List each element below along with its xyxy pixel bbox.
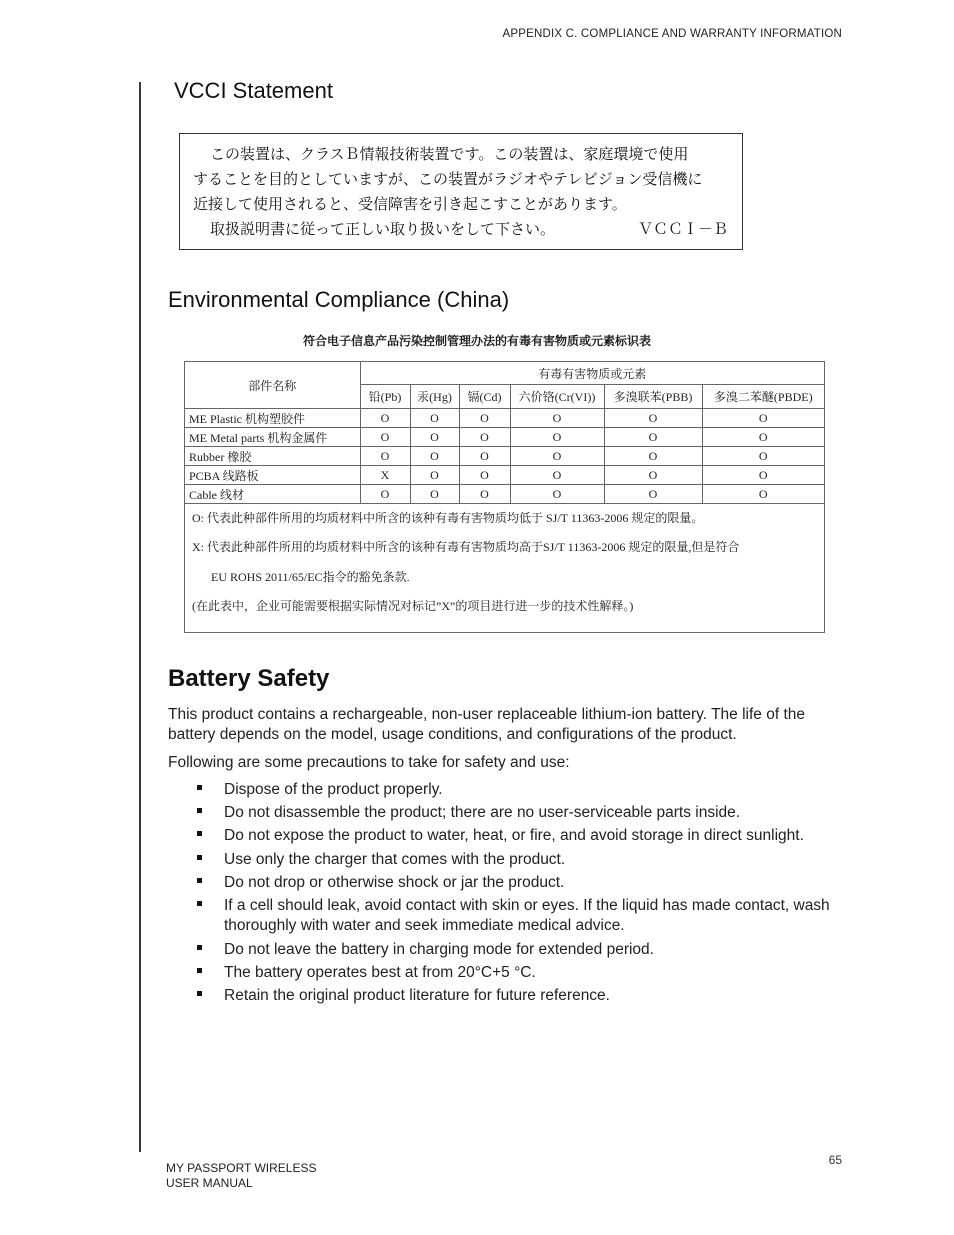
part-name-cell: PCBA 线路板 xyxy=(185,466,360,485)
substance-value-cell: O xyxy=(702,409,824,428)
list-item xyxy=(196,896,846,937)
substance-value-cell: O xyxy=(510,485,604,504)
list-item xyxy=(196,803,846,824)
vcci-line: することを目的としていますが、この装置がラジオやテレビジョン受信機に xyxy=(193,170,703,188)
table-row xyxy=(185,409,824,428)
substance-value-cell: O xyxy=(410,428,459,447)
list-item-text: Dispose of the product properly. xyxy=(224,781,443,798)
rohs-table-title: 符合电子信息产品污染控制管理办法的有毒有害物质或元素标识表 xyxy=(302,334,651,348)
battery-heading: Battery Safety xyxy=(168,665,330,692)
bullet-square-icon xyxy=(197,785,202,790)
vcci-statement-box xyxy=(179,133,743,250)
bullet-square-icon xyxy=(197,901,202,906)
substance-header: 多溴二苯醚(PBDE) xyxy=(702,385,824,409)
part-name-cell: Rubber 橡胶 xyxy=(185,447,360,466)
note-x: X: 代表此种部件所用的均质材料中所含的该种有毒有害物质均高于SJ/T 11363-2006 规定的限量,但是符合 xyxy=(192,540,740,554)
substance-value-cell: O xyxy=(360,447,410,466)
list-item-text: Do not disassemble the product; there are no user-serviceable parts inside. xyxy=(224,804,741,822)
substance-value-cell: O xyxy=(410,485,459,504)
substance-value-cell: O xyxy=(510,447,604,466)
margin-rule xyxy=(139,82,141,1152)
substance-value-cell: O xyxy=(702,485,824,504)
substance-value-cell: O xyxy=(702,466,824,485)
substance-header: 六价铬(Cr(VI)) xyxy=(510,385,604,409)
substance-value-cell: O xyxy=(459,409,510,428)
vcci-line: 近接して使用されると、受信障害を引き起こすことがあります。 xyxy=(193,195,627,213)
vcci-heading: VCCI Statement xyxy=(174,78,333,103)
part-name-cell: ME Plastic 机构塑胶件 xyxy=(185,409,360,428)
list-item-text: Do not expose the product to water, heat, or fire, and avoid storage in direct sunlight. xyxy=(224,827,804,845)
footer-title xyxy=(166,1161,317,1191)
bullet-square-icon xyxy=(197,831,202,836)
footer-line: USER MANUAL xyxy=(166,1176,253,1190)
list-item xyxy=(196,850,846,871)
vcci-mark: ＶＣＣＩ－Ｂ xyxy=(637,220,728,238)
substance-value-cell: O xyxy=(410,447,459,466)
page-number: 65 xyxy=(828,1153,842,1167)
list-item xyxy=(196,986,846,1007)
vcci-line xyxy=(193,217,732,242)
bullet-square-icon xyxy=(197,991,202,996)
substance-value-cell: O xyxy=(360,485,410,504)
substance-header: 镉(Cd) xyxy=(459,385,510,409)
substance-value-cell: O xyxy=(604,447,702,466)
note-paren: (在此表中，企业可能需要根据实际情况对标记”X”的项目进行进一步的技术性解释。) xyxy=(192,599,634,613)
substance-header: 多溴联苯(PBB) xyxy=(604,385,702,409)
vcci-line-text: 取扱説明書に従って正しい取り扱いをして下さい。 xyxy=(210,220,556,238)
substance-value-cell: O xyxy=(604,485,702,504)
precaution-list xyxy=(196,780,846,1009)
table-row xyxy=(185,466,824,485)
substance-value-cell: X xyxy=(360,466,410,485)
list-item-text: Use only the charger that comes with the product. xyxy=(224,850,566,868)
rohs-table-frame xyxy=(184,361,825,633)
list-item-text: If a cell should leak, avoid contact with skin or eyes. If the liquid has made contact, wash thoroughly with water and seek immediate medical advice. xyxy=(224,896,830,935)
bullet-square-icon xyxy=(197,878,202,883)
substance-value-cell: O xyxy=(410,409,459,428)
bullet-square-icon xyxy=(197,945,202,950)
running-header: APPENDIX C. COMPLIANCE AND WARRANTY INFORMATION xyxy=(502,28,842,40)
substance-value-cell: O xyxy=(459,428,510,447)
col-part-header: 部件名称 xyxy=(185,362,360,409)
list-item-text: Retain the original product literature for future reference. xyxy=(224,987,610,1004)
list-item-text: The battery operates best at from 20°C+5 °C. xyxy=(224,963,536,981)
part-name-cell: Cable 线材 xyxy=(185,485,360,504)
list-item xyxy=(196,780,846,801)
list-item xyxy=(196,826,846,847)
substance-value-cell: O xyxy=(459,447,510,466)
environmental-heading: Environmental Compliance (China) xyxy=(168,287,510,312)
list-item-text: Do not drop or otherwise shock or jar the product. xyxy=(224,873,565,891)
note-eu: EU ROHS 2011/65/EC指令的豁免条款. xyxy=(211,570,410,584)
list-item xyxy=(196,963,846,984)
table-row xyxy=(185,447,824,466)
battery-intro: This product contains a rechargeable, non-user replaceable lithium-ion battery. The life of the battery depends on the model, usage conditions, and configurations of the product. xyxy=(168,706,806,743)
substance-header: 汞(Hg) xyxy=(410,385,459,409)
table-row xyxy=(185,485,824,504)
bullet-square-icon xyxy=(197,968,202,973)
substance-header: 铅(Pb) xyxy=(360,385,410,409)
substance-value-cell: O xyxy=(604,409,702,428)
rohs-table xyxy=(185,362,824,504)
list-item xyxy=(196,873,846,894)
substance-value-cell: O xyxy=(360,409,410,428)
bullet-square-icon xyxy=(197,808,202,813)
substance-value-cell: O xyxy=(702,428,824,447)
substance-value-cell: O xyxy=(604,428,702,447)
bullet-square-icon xyxy=(197,855,202,860)
note-o: O: 代表此种部件所用的均质材料中所含的该种有毒有害物质均低于 SJ/T 11363-2006 规定的限量。 xyxy=(192,511,704,525)
list-item-text: Do not leave the battery in charging mode for extended period. xyxy=(224,940,654,958)
substance-value-cell: O xyxy=(459,485,510,504)
substance-value-cell: O xyxy=(360,428,410,447)
footer-line: MY PASSPORT WIRELESS xyxy=(166,1161,317,1175)
substance-value-cell: O xyxy=(604,466,702,485)
substance-value-cell: O xyxy=(459,466,510,485)
battery-lead: Following are some precautions to take for safety and use: xyxy=(168,754,570,771)
col-group-header: 有毒有害物质或元素 xyxy=(360,362,824,385)
substance-value-cell: O xyxy=(410,466,459,485)
part-name-cell: ME Metal parts 机构金属件 xyxy=(185,428,360,447)
substance-value-cell: O xyxy=(510,409,604,428)
substance-value-cell: O xyxy=(702,447,824,466)
substance-value-cell: O xyxy=(510,466,604,485)
list-item xyxy=(196,940,846,961)
table-row xyxy=(185,428,824,447)
vcci-line: この装置は、クラスＢ情報技術装置です。この装置は、家庭環境で使用 xyxy=(210,145,689,163)
substance-value-cell: O xyxy=(510,428,604,447)
